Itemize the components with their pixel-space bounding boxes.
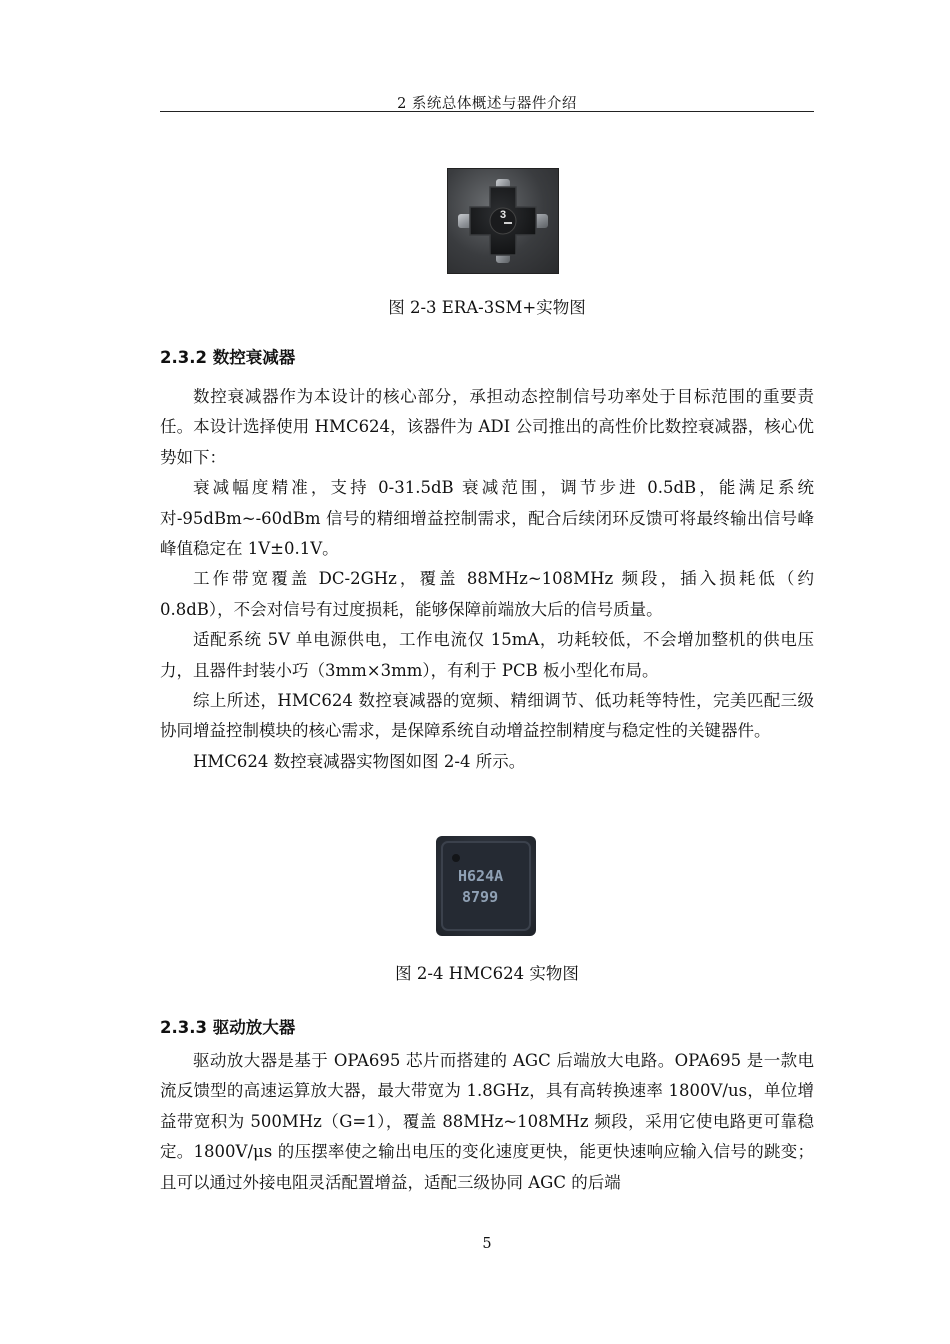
- section-heading-2-3-2: 2.3.2 数控衰减器: [160, 348, 296, 367]
- paragraph: 衰减幅度精准，支持 0-31.5dB 衰减范围，调节步进 0.5dB，能满足系统对-95dBm~-60dBm 信号的精细增益控制需求，配合后续闭环反馈可将最终输出信号峰峰值稳定在 1V±0.1V。: [160, 478, 814, 559]
- section-2-3-3-body: [160, 1046, 814, 1198]
- page-number: 5: [482, 1236, 492, 1252]
- hmc624-chip-icon: [436, 836, 536, 936]
- hmc624-photo: [436, 836, 536, 936]
- paragraph: 综上所述，HMC624 数控衰减器的宽频、精细调节、低功耗等特性，完美匹配三级协同增益控制模块的核心需求，是保障系统自动增益控制精度与稳定性的关键器件。: [160, 691, 814, 741]
- paragraph: 工作带宽覆盖 DC-2GHz，覆盖 88MHz~108MHz 频段，插入损耗低（约 0.8dB），不会对信号有过度损耗，能够保障前端放大后的信号质量。: [160, 569, 814, 619]
- paragraph: 驱动放大器是基于 OPA695 芯片而搭建的 AGC 后端放大电路。OPA695 是一款电流反馈型的高速运算放大器，最大带宽为 1.8GHz，具有高转换速率 1800V/us，单位增益带宽积为 500MHz（G=1），覆盖 88MHz~108MHz 频段，采用它使电路更可靠稳定。1800V/μs 的压摆率使之输出电压的变化速度更快，能更快速响应输入信号的跳变；且可以通过外接电阻灵活配置增益，适配三级协同 AGC 的后端: [160, 1051, 814, 1192]
- section-heading-2-3-3: 2.3.3 驱动放大器: [160, 1018, 296, 1037]
- header-rule: [160, 111, 814, 112]
- figure-caption-2-3: 图 2-3 ERA-3SM+实物图: [388, 298, 586, 317]
- paragraph: 数控衰减器作为本设计的核心部分，承担动态控制信号功率处于目标范围的重要责任。本设计选择使用 HMC624，该器件为 ADI 公司推出的高性价比数控衰减器，核心优势如下：: [160, 387, 814, 467]
- era-3sm-package-icon: [448, 169, 558, 273]
- era-marking: 3: [500, 209, 507, 221]
- hmc-marking-line2: 8799: [462, 888, 499, 906]
- figure-caption-2-4: 图 2-4 HMC624 实物图: [395, 964, 579, 983]
- era-3sm-photo: [447, 168, 559, 274]
- running-header: 2 系统总体概述与器件介绍: [397, 96, 577, 112]
- section-2-3-2-body: [160, 382, 814, 777]
- paragraph: HMC624 数控衰减器实物图如图 2-4 所示。: [193, 751, 526, 771]
- hmc-marking-line1: H624A: [458, 867, 504, 885]
- paragraph: 适配系统 5V 单电源供电，工作电流仅 15mA，功耗较低，不会增加整机的供电压力，且器件封装小巧（3mm×3mm），有利于 PCB 板小型化布局。: [160, 630, 814, 680]
